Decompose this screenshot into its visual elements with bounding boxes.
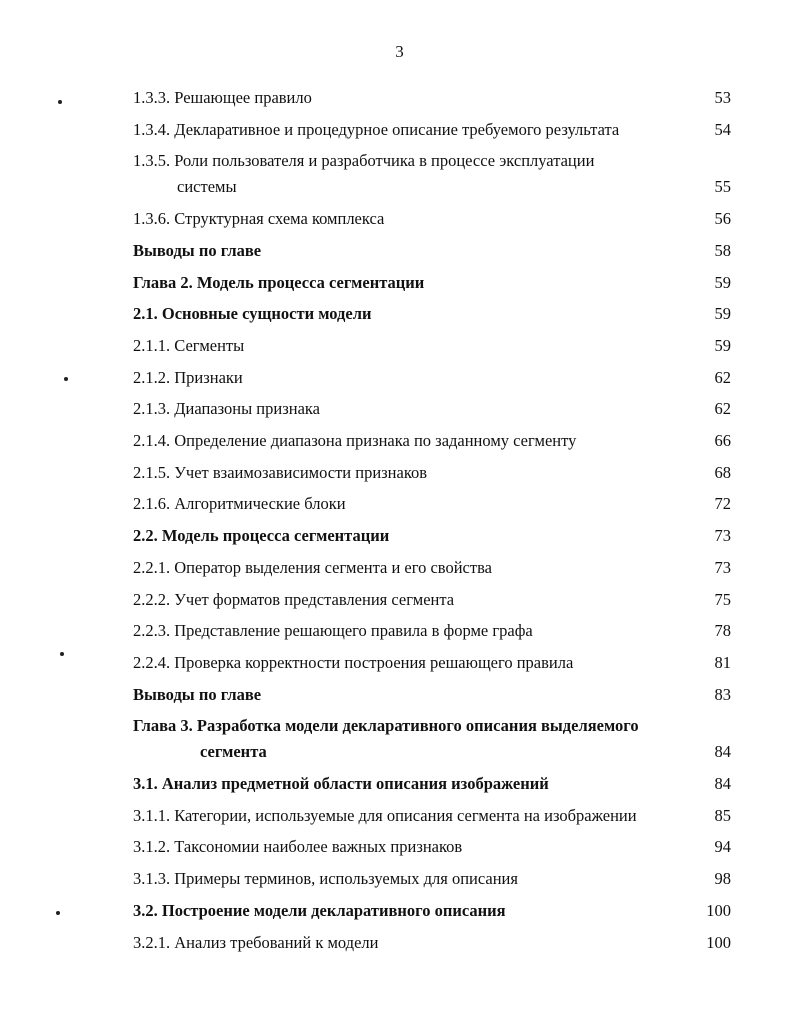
toc-entry-title: 2.1.6. Алгоритмические блоки [133, 494, 346, 514]
toc-entry-page: 66 [714, 431, 731, 450]
toc-entry [133, 773, 731, 795]
toc-entry-title: 1.3.3. Решающее правило [133, 88, 312, 107]
toc-entry-page: 98 [714, 869, 731, 889]
toc-entry [133, 836, 731, 858]
toc-entry-page: 58 [714, 240, 731, 260]
toc-entry-page: 55 [714, 177, 731, 197]
toc-entry [133, 303, 731, 325]
toc-entry [133, 119, 731, 141]
toc-entry-page: 84 [714, 774, 731, 793]
toc-entry [133, 462, 731, 484]
toc-entry-title: 2.2.3. Представление решающего правила в форме графа [133, 621, 533, 641]
scan-speck [58, 100, 62, 104]
toc-entry-page: 83 [714, 684, 731, 704]
toc-entry [133, 805, 731, 827]
toc-entry-page: 59 [714, 272, 731, 292]
toc-entry-page: 62 [714, 399, 731, 419]
toc-entry-title: 3.2. Построение модели декларативного описания [133, 900, 506, 920]
toc-entry [133, 589, 731, 611]
toc-entry-page: 59 [714, 304, 731, 324]
toc-entry-title: 2.2.1. Оператор выделения сегмента и его свойства [133, 557, 492, 577]
toc-entry-page: 100 [706, 932, 731, 952]
toc-entry [133, 240, 731, 262]
toc-entry-title: 3.1. Анализ предметной области описания изображений [133, 774, 549, 793]
toc-entry-title: 2.1.4. Определение диапазона признака по заданному сегменту [133, 431, 577, 450]
toc-entry-title: 1.3.4. Декларативное и процедурное описание требуемого результата [133, 119, 620, 139]
toc-entry-title: Глава 2. Модель процесса сегментации [133, 272, 425, 292]
toc-entry [133, 525, 731, 547]
toc-entry-title: 2.1. Основные сущности модели [133, 304, 372, 324]
toc-entry-page: 85 [714, 805, 731, 825]
toc-entry-title: 1.3.6. Структурная схема комплекса [133, 209, 385, 229]
toc-entry [133, 715, 731, 762]
toc-entry-page: 78 [714, 621, 731, 641]
toc-entry-title: 3.1.1. Категории, используемые для описания сегмента на изображении [133, 805, 637, 825]
toc-entry-page: 59 [714, 335, 731, 355]
toc-entry-title: 3.1.3. Примеры терминов, используемых для описания [133, 869, 518, 889]
scan-speck [56, 911, 60, 915]
toc-entry [133, 272, 731, 294]
toc-entry-page: 100 [706, 900, 731, 920]
toc-entry [133, 620, 731, 642]
toc-entry-continuation: системы [177, 177, 237, 197]
toc-entry [133, 208, 731, 230]
toc-entry-page: 84 [714, 742, 731, 762]
toc-entry-page: 62 [714, 367, 731, 387]
scan-speck [64, 377, 68, 381]
toc-entry-page: 81 [714, 652, 731, 672]
toc-entry [133, 868, 731, 890]
toc-entry-page: 53 [714, 88, 731, 107]
toc-entry [133, 684, 731, 706]
toc-entry-page: 75 [714, 589, 731, 609]
toc-entry [133, 932, 731, 954]
page-number: 3 [395, 42, 404, 61]
toc-entry [133, 335, 731, 357]
toc-entry [133, 900, 731, 922]
toc-entry [133, 557, 731, 579]
toc-entry-page: 73 [714, 526, 731, 546]
toc-entry-title: Выводы по главе [133, 684, 262, 704]
toc-entry-title: 1.3.5. Роли пользователя и разработчика в процессе эксплуатации [133, 151, 595, 171]
toc-entry [133, 430, 731, 452]
toc-entry-page: 56 [714, 209, 731, 229]
toc-entry-title: 2.2.4. Проверка корректности построения решающего правила [133, 652, 574, 672]
toc-entry-title: 2.1.3. Диапазоны признака [133, 399, 320, 419]
toc-entry-title: 3.1.2. Таксономии наиболее важных признаков [133, 837, 463, 857]
toc-entry [133, 398, 731, 420]
toc-entry-page: 54 [714, 119, 731, 139]
toc-entry-title: 3.2.1. Анализ требований к модели [133, 932, 379, 952]
toc-entry-page: 72 [714, 494, 731, 514]
toc-entry-continuation: сегмента [200, 742, 267, 762]
toc-entry [133, 150, 731, 197]
toc-entry-title: 2.1.5. Учет взаимозависимости признаков [133, 462, 428, 482]
toc-entry [133, 652, 731, 674]
toc-entry-page: 73 [714, 557, 731, 577]
toc-entry-title: 2.2.2. Учет форматов представления сегмента [133, 589, 455, 609]
toc-entry-title: 2.1.1. Сегменты [133, 335, 245, 355]
toc-entry-title: 2.2. Модель процесса сегментации [133, 526, 390, 546]
toc-entry [133, 87, 731, 109]
scan-speck [60, 652, 64, 656]
toc-entry-title: Выводы по главе [133, 240, 262, 260]
toc-entry-title: 2.1.2. Признаки [133, 367, 243, 387]
toc-entry [133, 367, 731, 389]
toc-entry [133, 493, 731, 515]
toc-entry-page: 94 [714, 837, 731, 857]
toc-entry-page: 68 [714, 462, 731, 482]
toc-entry-title: Глава 3. Разработка модели декларативного описания выделяемого [133, 716, 639, 736]
